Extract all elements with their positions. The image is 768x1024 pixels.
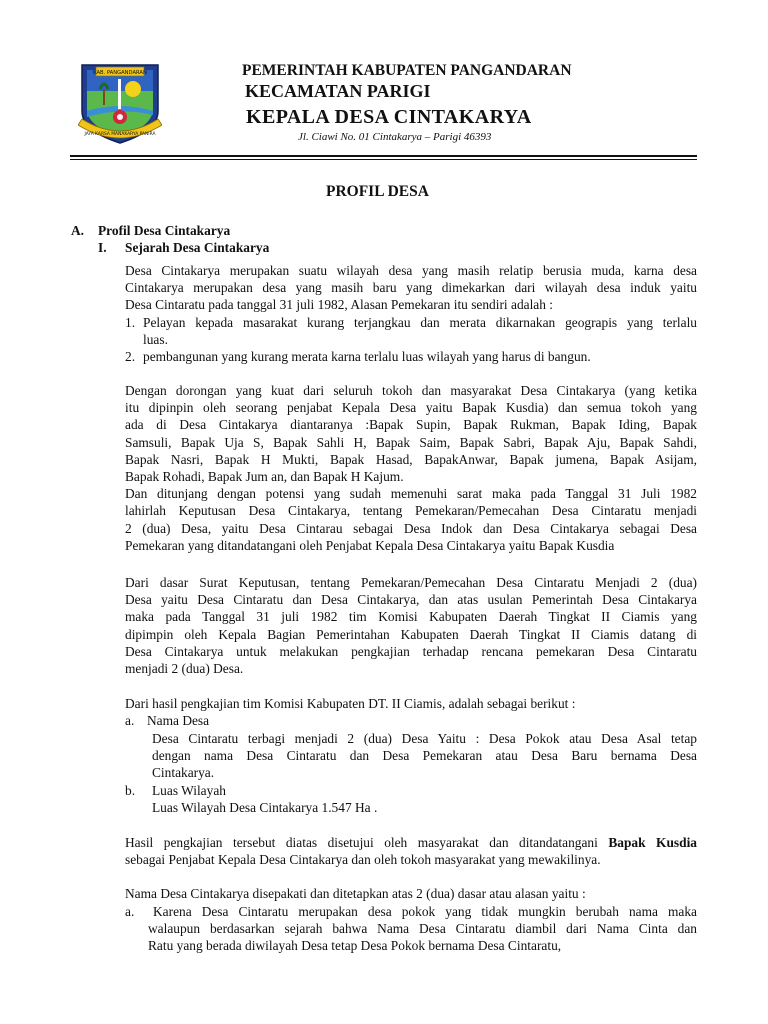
paragraph-line: Desa Cintakarya merupakan suatu wilayah desa yang masih relatip berusia muda, karna desa <box>125 263 697 278</box>
reason-line: walaupun berdasarkan sejarah bahwa Nama Desa Cintaratu diambil dari Nama Cinta dan <box>148 921 697 937</box>
item-line: Cintakarya. <box>152 765 215 781</box>
paragraph-line <box>125 834 697 851</box>
header-village-head: KEPALA DESA CINTAKARYA <box>246 106 532 128</box>
paragraph-line: dipimpin oleh Kepala Bagian Pemerintahan Kabupaten Daerah Tingkat II Ciamis datang di <box>125 626 697 642</box>
paragraph-line: Bapak Rohadi, Bapak Jum an, dan Bapak H Kajum. <box>125 469 404 485</box>
item-line: Desa Cintaratu terbagi menjadi 2 (dua) Desa Yaitu : Desa Pokok atau Desa Asal tetap <box>152 731 697 746</box>
paragraph-6-bold-name: Bapak Kusdia <box>608 835 697 850</box>
paragraph-line: Desa Cintaratu pada tanggal 31 juli 1982, Alasan Pemekaran itu sendiri adalah : <box>125 297 554 313</box>
paragraph-line: itu dipinpin oleh seorang penjabat Kepala Desa yaitu Bapak Kusdia) dan semua tokoh yang <box>125 400 697 416</box>
paragraph-7: Nama Desa Cintakarya disepakati dan ditetapkan atas 2 (dua) dasar atau alasan yaitu : <box>125 886 586 901</box>
paragraph-line: lahirlah Keputusan Desa Cintakarya, tentang Pemekaran/Pemecahan Desa Cintaratu menjadi <box>125 503 697 519</box>
paragraph-2 <box>125 382 697 554</box>
item-a-body <box>152 730 697 782</box>
header-subdistrict: KECAMATAN PARIGI <box>245 81 431 101</box>
paragraph-line: Cintakarya merupakan desa yang masih baru yang dimekarkan dari wilayah desa induk yaitu <box>125 280 697 296</box>
header-divider-thick <box>70 155 697 157</box>
section-a-marker: A. <box>71 223 85 238</box>
reason-a-body <box>148 903 697 955</box>
pangandaran-regency-emblem-icon <box>78 59 162 144</box>
paragraph-line: Desa Cintakarya untuk melakukan pengkajian terhadap rencana pemekaran Desa Cintaratu <box>125 643 697 659</box>
paragraph-line: Samsuli, Bapak Uja S, Bapak Sahli H, Bapak Saim, Bapak Sabri, Bapak Aju, Bapak Sahdi, <box>125 434 697 450</box>
paragraph-line: Dan ditunjang dengan potensi yang sudah memenuhi sarat maka pada Tanggal 31 Juli 1982 <box>125 486 697 502</box>
header-government: PEMERINTAH KABUPATEN PANGANDARAN <box>242 62 572 79</box>
item-a-marker: a. <box>125 713 135 728</box>
reason-2-marker: 2. <box>125 349 136 364</box>
item-line: dengan nama Desa Cintaratu dan Desa Pemekaran atau Desa Baru bernama Desa <box>152 748 697 764</box>
item-b-body: Luas Wilayah Desa Cintakarya 1.547 Ha . <box>152 800 378 815</box>
reason-2-text: pembangunan yang kurang merata karna terlalu luas wilayah yang harus di bangun. <box>143 349 591 364</box>
paragraph-5: Dari hasil pengkajian tim Komisi Kabupaten DT. II Ciamis, adalah sebagai berikut : <box>125 696 576 711</box>
reason-line: luas. <box>143 332 168 348</box>
item-b-label: Luas Wilayah <box>152 783 226 798</box>
reason-line: Pelayan kepada masarakat kurang terjangkau dan merata dikarnakan geograpis yang terlalu <box>143 315 697 330</box>
header-divider-thin <box>70 159 697 160</box>
paragraph-line: sebagai Penjabat Kepala Desa Cintakarya dan oleh tokoh masyarakat yang mewakilinya. <box>125 852 601 868</box>
paragraph-line: ada di Desa Cintakarya diantaranya :Bapak Supin, Bapak Rukman, Bapak Iding, Bapak <box>125 417 697 433</box>
paragraph-line: Bapak Nasri, Bapak H Mukti, Bapak Hasad, BapakAnwar, Bapak jumena, Bapak Asijam, <box>125 451 697 467</box>
paragraph-1 <box>125 262 697 314</box>
paragraph-line: Dengan dorongan yang kuat dari seluruh tokoh dan masyarakat Desa Cintakarya (yang ketika <box>125 383 697 398</box>
paragraph-line: menjadi 2 (dua) Desa. <box>125 661 244 677</box>
section-a-heading: Profil Desa Cintakarya <box>98 223 231 238</box>
reason-line: Ratu yang berada diwilayah Desa tetap Desa Pokok bernama Desa Cintaratu, <box>148 938 562 954</box>
section-i-heading: Sejarah Desa Cintakarya <box>125 240 270 255</box>
paragraph-line: Dari dasar Surat Keputusan, tentang Pemekaran/Pemecahan Desa Cintaratu Menjadi 2 (dua) <box>125 575 697 590</box>
paragraph-line: maka pada Tanggal 31 juli 1982 tim Komisi Kabupaten Daerah Tingkat II Ciamis yang <box>125 609 697 625</box>
header-address: Jl. Ciawi No. 01 Cintakarya – Parigi 46393 <box>298 131 492 143</box>
regency-logo <box>78 59 162 144</box>
reason-1-marker: 1. <box>125 315 136 330</box>
document-title: PROFIL DESA <box>326 183 429 200</box>
paragraph-line: Desa yaitu Desa Cintaratu dan Desa Cintakarya, dan atas usulan Pemerintah Desa Cintakarya <box>125 592 697 608</box>
reason-1-text <box>143 314 697 348</box>
section-i-marker: I. <box>98 240 107 255</box>
item-a-label: Nama Desa <box>147 713 210 728</box>
paragraph-6 <box>125 834 697 868</box>
paragraph-line: Pemekaran yang ditandatangani oleh Penjabat Kepala Desa Cintakarya yaitu Bapak Kusdia <box>125 537 615 553</box>
logo-banner-bottom-text: JAYA KARSA MANAKARYA PANIRA <box>84 132 156 137</box>
paragraph-line: 2 (dua) Desa, yaitu Desa Cintarau sebagai Desa Indok dan Desa Cintakarya sebagai Desa <box>125 520 697 536</box>
item-b-marker: b. <box>125 783 136 798</box>
reason-a-marker: a. <box>125 904 135 919</box>
logo-banner-top-text: KAB. PANGANDARAN <box>93 70 147 76</box>
paragraph-6-text: Hasil pengkajian tersebut diatas disetujui oleh masyarakat dan ditandatangani <box>125 835 598 850</box>
paragraph-4 <box>125 574 697 677</box>
reason-line: Karena Desa Cintaratu merupakan desa pokok yang tidak mungkin berubah nama maka <box>153 904 697 919</box>
